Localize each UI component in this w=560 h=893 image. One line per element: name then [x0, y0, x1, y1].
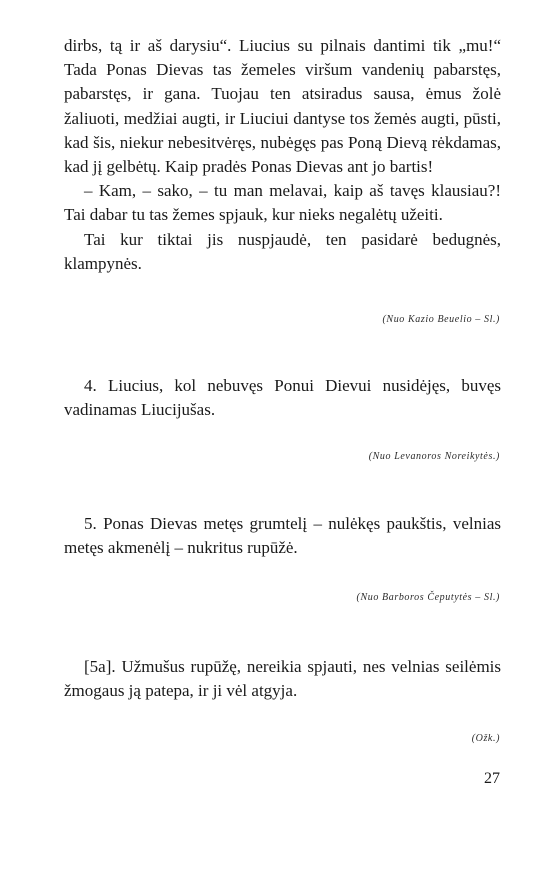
dialogue-paragraph: – Kam, – sako, – tu man melavai, kaip aš tavęs klausiau?! Tai dabar tu tas žemes spjauk, kur nieks negalėtų užeiti.: [64, 181, 501, 225]
page-number: 27: [484, 770, 500, 787]
source-attribution: (Ožk.): [471, 733, 500, 744]
source-attribution: (Nuo Levanoros Noreikytės.): [368, 451, 500, 462]
story-continuation: [64, 34, 501, 276]
story-item-5a: [64, 655, 501, 703]
source-attribution: (Nuo Barboros Čeputytės – Sl.): [356, 592, 500, 603]
paragraph: 4. Liucius, kol nebuvęs Ponui Dievui nusidėjęs, buvęs vadinamas Liucijušas.: [64, 376, 501, 420]
paragraph: dirbs, tą ir aš darysiu“. Liucius su pilnais dantimi tik „mu!“ Tada Ponas Dievas tas žemeles viršum vandenių pabarstęs, pabarstęs, ir gana. Tuojau ten atsiradus sausa, ėmus žolė žaliuoti, medžiai augti, ir Liuciui dantyse tos žemės augti, pūsti, kad šis, niekur nebesitvėręs, nubėgęs pas Poną Dievą rėkdamas, kad jį gelbėtų. Kaip pradės Ponas Dievas ant jo bartis!: [64, 36, 501, 177]
story-item-5: [64, 512, 501, 560]
source-attribution: (Nuo Kazio Beuelio – Sl.): [382, 314, 500, 325]
story-item-4: [64, 374, 501, 422]
paragraph: Tai kur tiktai jis nuspjaudė, ten pasidarė bedugnės, klampynės.: [64, 229, 501, 273]
paragraph: [5a]. Užmušus rupūžę, nereikia spjauti, nes velnias seilėmis žmogaus ją patepa, ir ji vėl atgyja.: [64, 657, 501, 701]
paragraph: 5. Ponas Dievas metęs grumtelį – nulėkęs paukštis, velnias metęs akmenėlį – nukritus rupūžė.: [64, 514, 501, 558]
